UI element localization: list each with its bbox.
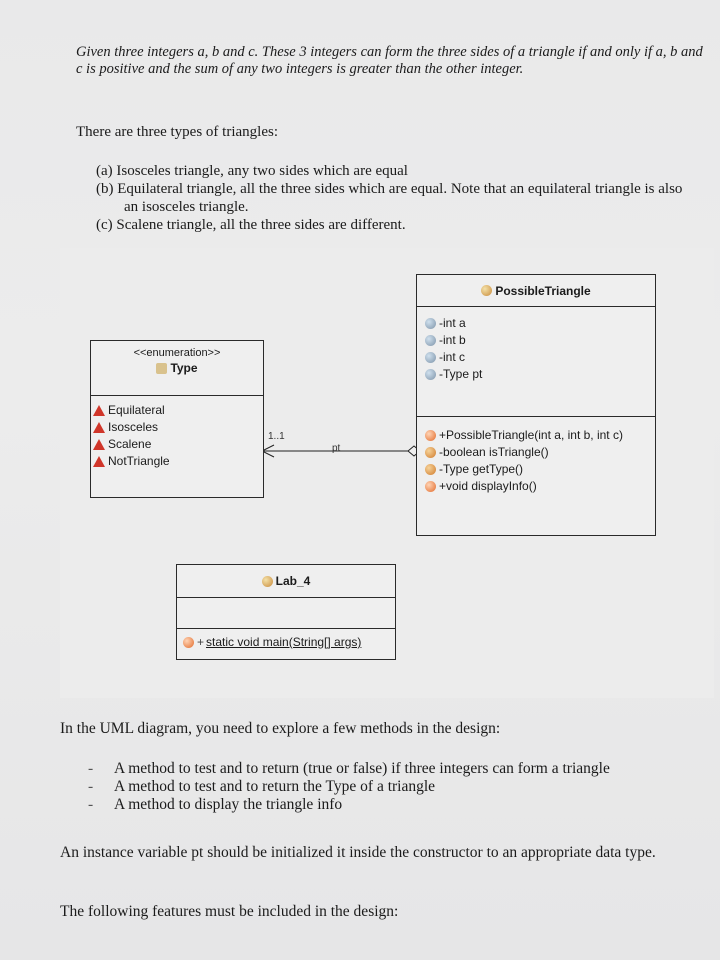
enum-name: Type bbox=[170, 361, 198, 375]
field-icon bbox=[425, 352, 436, 363]
type-enumeration bbox=[90, 340, 264, 498]
class-header bbox=[177, 565, 395, 597]
list-item: - A method to test and to return the Type of a triangle bbox=[88, 778, 436, 795]
methods-section bbox=[177, 628, 395, 651]
method-icon bbox=[425, 430, 436, 441]
class-icon bbox=[481, 285, 492, 296]
list-item: (b) Equilateral triangle, all the three sides which are equal. Note that an equilateral triangle is also an isosceles triangle. bbox=[96, 181, 683, 215]
types-heading: There are three types of triangles: bbox=[76, 124, 278, 140]
field-row: -int a bbox=[425, 315, 655, 332]
method-row: + static void main(String[] args) bbox=[183, 634, 395, 651]
enum-values-section bbox=[91, 395, 263, 470]
method-icon bbox=[425, 447, 436, 458]
list-item: - A method to test and to return (true or false) if three integers can form a triangle bbox=[88, 760, 610, 777]
constant-icon bbox=[93, 439, 105, 450]
field-icon bbox=[425, 318, 436, 329]
method-icon bbox=[425, 481, 436, 492]
multiplicity-label: 1..1 bbox=[268, 431, 285, 442]
method-row: -Type getType() bbox=[425, 461, 655, 478]
triangle-types-list bbox=[96, 162, 696, 234]
method-row: -boolean isTriangle() bbox=[425, 444, 655, 461]
class-name: Lab_4 bbox=[275, 574, 311, 588]
enum-header bbox=[91, 341, 263, 395]
enum-stereotype: <<enumeration>> bbox=[133, 347, 221, 359]
field-icon bbox=[425, 335, 436, 346]
method-row: +void displayInfo() bbox=[425, 478, 655, 495]
class-name: PossibleTriangle bbox=[495, 283, 591, 298]
fields-section bbox=[417, 306, 655, 416]
role-label: pt bbox=[332, 443, 341, 454]
field-row: -int b bbox=[425, 332, 655, 349]
list-item: (c) Scalene triangle, all the three sides are different. bbox=[96, 217, 406, 233]
possible-triangle-class bbox=[416, 274, 656, 536]
enum-value-row: Equilateral bbox=[93, 402, 263, 419]
requirements-list bbox=[88, 760, 708, 814]
enum-icon bbox=[156, 363, 167, 374]
enum-title bbox=[91, 361, 263, 375]
method-row: +PossibleTriangle(int a, int b, int c) bbox=[425, 427, 655, 444]
class-header bbox=[417, 275, 655, 306]
method-icon bbox=[425, 464, 436, 475]
fields-section bbox=[177, 597, 395, 628]
enum-value-row: NotTriangle bbox=[93, 453, 263, 470]
constant-icon bbox=[93, 405, 105, 416]
lab4-class bbox=[176, 564, 396, 660]
constant-icon bbox=[93, 422, 105, 433]
methods-section bbox=[417, 416, 655, 495]
list-item: - A method to display the triangle info bbox=[88, 796, 343, 813]
constant-icon bbox=[93, 456, 105, 467]
class-icon bbox=[262, 576, 273, 587]
field-row: -Type pt bbox=[425, 366, 655, 383]
features-heading: The following features must be included in the design: bbox=[60, 903, 399, 920]
method-icon bbox=[183, 637, 194, 648]
intro-paragraph: Given three integers a, b and c. These 3 integers can form the three sides of a triangle if and only if a, b and c is positive and the sum of any two integers is greater than the other integer. bbox=[76, 44, 703, 77]
field-icon bbox=[425, 369, 436, 380]
enum-value-row: Scalene bbox=[93, 436, 263, 453]
list-item: (a) Isosceles triangle, any two sides which are equal bbox=[96, 163, 408, 179]
uml-diagram bbox=[60, 248, 714, 698]
instance-note: An instance variable pt should be initialized it inside the constructor to an appropriate data type. bbox=[60, 844, 656, 861]
enum-value-row: Isosceles bbox=[93, 419, 263, 436]
field-row: -int c bbox=[425, 349, 655, 366]
explore-paragraph: In the UML diagram, you need to explore a few methods in the design: bbox=[60, 720, 501, 737]
